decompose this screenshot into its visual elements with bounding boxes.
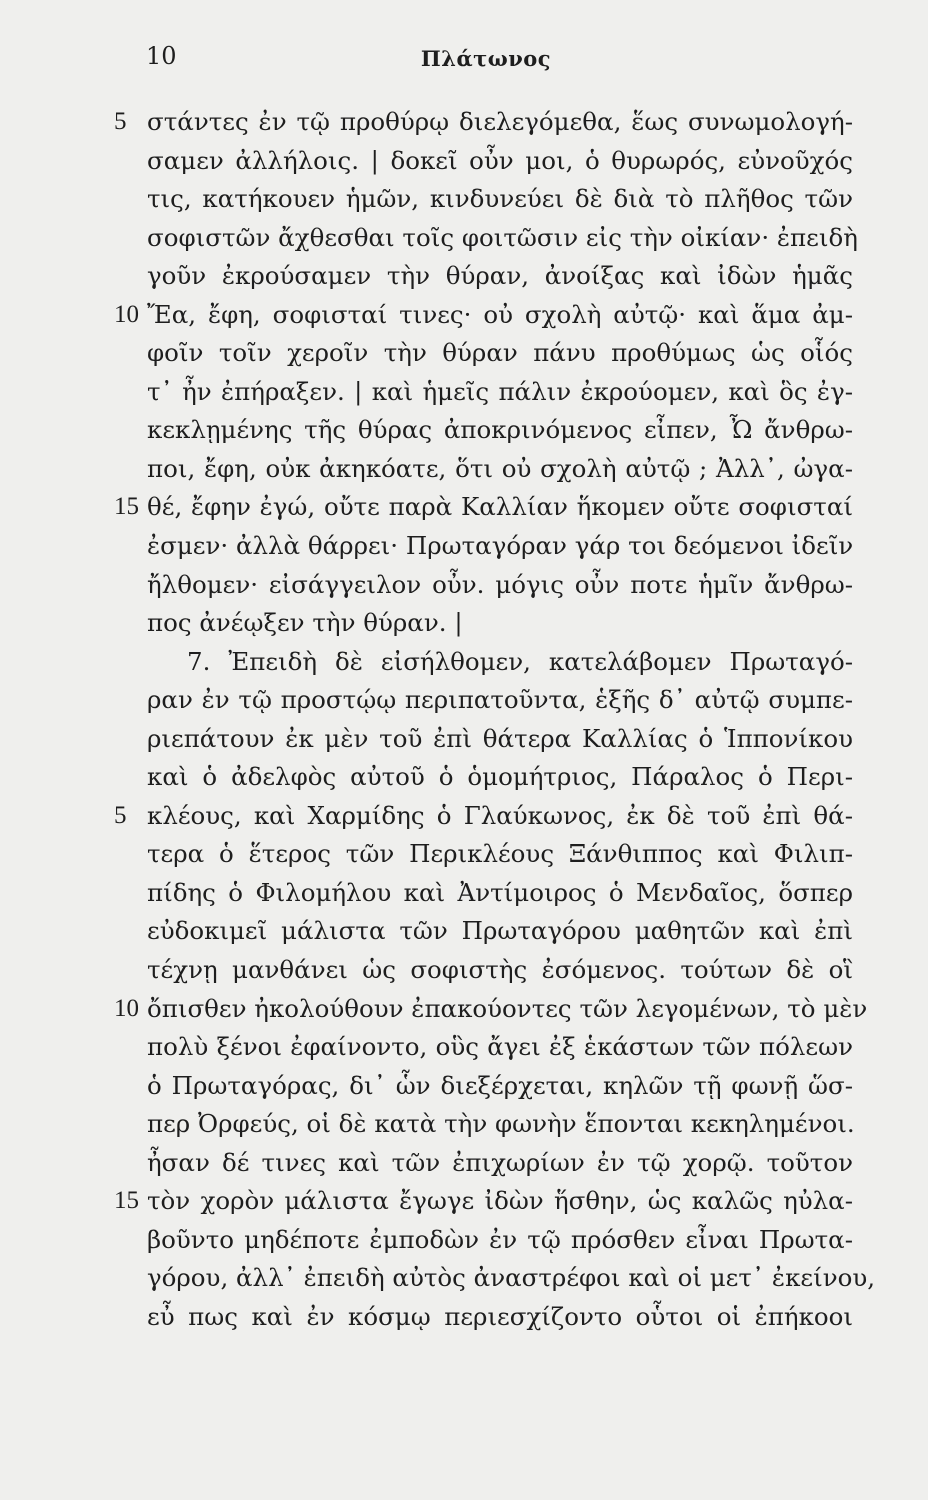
line-text: ριεπάτουν ἐκ μὲν τοῦ ἐπὶ θάτερα Καλλίας ὁ Ἱππονίκου bbox=[147, 723, 853, 753]
line-text: ραν ἐν τῷ προστῴῳ περιπατοῦντα, ἑξῆς δ᾽ αὐτῷ συμπε- bbox=[147, 685, 853, 715]
line-text: εὖ πως καὶ ἐν κόσμῳ περιεσχίζοντο οὗτοι οἱ ἐπήκοοι bbox=[147, 1301, 853, 1331]
text-line bbox=[0, 450, 928, 489]
text-line bbox=[0, 334, 928, 373]
line-number: 15 bbox=[114, 493, 139, 521]
text-line bbox=[0, 411, 928, 450]
text-line bbox=[0, 758, 928, 797]
line-number: 10 bbox=[114, 300, 139, 328]
line-text: 7. Ἐπειδὴ δὲ εἰσήλθομεν, κατελάβομεν Πρωταγό- bbox=[187, 646, 853, 676]
page-number: 10 bbox=[146, 42, 177, 70]
line-text: ἐσμεν· ἀλλὰ θάρρει· Πρωταγόραν γάρ τοι δεόμενοι ἰδεῖν bbox=[147, 531, 854, 561]
text-line bbox=[0, 720, 928, 759]
text-line bbox=[0, 1182, 928, 1221]
line-text: τέχνῃ μανθάνει ὡς σοφιστὴς ἐσόμενος. τούτων δὲ οἳ bbox=[147, 955, 853, 985]
line-text: ὁ Πρωταγόρας, δι᾽ ὧν διεξέρχεται, κηλῶν τῇ φωνῇ ὥσ- bbox=[147, 1070, 853, 1100]
line-number: 10 bbox=[114, 994, 139, 1022]
line-text: στάντες ἐν τῷ προθύρῳ διελεγόμεθα, ἕως συνωμολογή- bbox=[147, 107, 853, 136]
text-line bbox=[0, 142, 928, 181]
line-text: σαμεν ἀλλήλοις. | δοκεῖ οὖν μοι, ὁ θυρωρός, εὐνοῦχός bbox=[147, 145, 853, 175]
page-header bbox=[116, 42, 856, 76]
line-text: εὐδοκιμεῖ μάλιστα τῶν Πρωταγόρου μαθητῶν καὶ ἐπὶ bbox=[147, 916, 853, 946]
line-text: Ἔα, ἔφη, σοφισταί τινες· οὐ σχολὴ αὐτῷ· καὶ ἅμα ἀμ- bbox=[147, 299, 853, 329]
line-number: 15 bbox=[114, 1187, 139, 1215]
text-line bbox=[0, 797, 928, 836]
line-text: πολὺ ξένοι ἐφαίνοντο, οὓς ἄγει ἐξ ἑκάστων τῶν πόλεων bbox=[147, 1032, 853, 1062]
greek-text-block bbox=[0, 103, 928, 1337]
line-text: ποι, ἔφη, οὐκ ἀκηκόατε, ὅτι οὐ σχολὴ αὐτῷ ; Ἀλλ᾽, ὠγα- bbox=[147, 453, 853, 483]
text-line bbox=[0, 103, 928, 142]
line-text: τις, κατήκουεν ἡμῶν, κινδυνεύει δὲ διὰ τὸ πλῆθος τῶν bbox=[147, 184, 853, 214]
text-line bbox=[0, 604, 928, 643]
line-text: κεκλῃμένης τῆς θύρας ἀποκρινόμενος εἶπεν, Ὦ ἄνθρω- bbox=[147, 415, 853, 445]
text-line bbox=[0, 1259, 928, 1298]
text-line bbox=[0, 1144, 928, 1183]
text-line bbox=[0, 1067, 928, 1106]
text-line bbox=[0, 874, 928, 913]
line-text: γοῦν ἐκρούσαμεν τὴν θύραν, ἀνοίξας καὶ ἰδὼν ἡμᾶς bbox=[147, 261, 853, 291]
text-line bbox=[0, 1105, 928, 1144]
text-line bbox=[0, 180, 928, 219]
line-text: τὸν χορὸν μάλιστα ἔγωγε ἰδὼν ἥσθην, ὡς καλῶς ηὐλα- bbox=[147, 1186, 853, 1216]
text-line bbox=[0, 990, 928, 1029]
text-line bbox=[0, 1221, 928, 1260]
text-line bbox=[0, 488, 928, 527]
text-line bbox=[0, 681, 928, 720]
text-line bbox=[0, 643, 928, 682]
text-line bbox=[0, 219, 928, 258]
line-text: τερα ὁ ἕτερος τῶν Περικλέους Ξάνθιππος καὶ Φιλιπ- bbox=[147, 839, 853, 869]
line-text: κλέους, καὶ Χαρμίδης ὁ Γλαύκωνος, ἐκ δὲ τοῦ ἐπὶ θά- bbox=[147, 800, 853, 830]
text-line bbox=[0, 1028, 928, 1067]
line-text: γόρου, ἀλλ᾽ ἐπειδὴ αὐτὸς ἀναστρέφοι καὶ οἱ μετ᾽ ἐκείνου, bbox=[147, 1263, 876, 1293]
line-text: ἦσαν δέ τινες καὶ τῶν ἐπιχωρίων ἐν τῷ χορῷ. τοῦτον bbox=[147, 1147, 853, 1177]
line-text: ὄπισθεν ἠκολούθουν ἐπακούοντες τῶν λεγομένων, τὸ μὲν bbox=[147, 993, 868, 1023]
text-line bbox=[0, 373, 928, 412]
text-line bbox=[0, 527, 928, 566]
text-line bbox=[0, 912, 928, 951]
line-text: ἤλθομεν· εἰσάγγειλον οὖν. μόγις οὖν ποτε ἡμῖν ἄνθρω- bbox=[147, 569, 853, 599]
line-number: 5 bbox=[114, 801, 127, 829]
line-text: πος ἀνέῳξεν τὴν θύραν. | bbox=[147, 608, 463, 638]
text-line bbox=[0, 296, 928, 335]
line-text: τ᾽ ἦν ἐπήραξεν. | καὶ ἡμεῖς πάλιν ἐκρούομεν, καὶ ὃς ἐγ- bbox=[147, 376, 853, 406]
running-title: Πλάτωνος bbox=[420, 46, 552, 71]
text-line bbox=[0, 1298, 928, 1337]
line-text: φοῖν τοῖν χεροῖν τὴν θύραν πάνυ προθύμως ὡς οἷός bbox=[147, 338, 853, 368]
text-line bbox=[0, 566, 928, 605]
line-text: θέ, ἔφην ἐγώ, οὔτε παρὰ Καλλίαν ἥκομεν οὔτε σοφισταί bbox=[147, 492, 853, 522]
text-line bbox=[0, 835, 928, 874]
line-text: σοφιστῶν ἄχθεσθαι τοῖς φοιτῶσιν εἰς τὴν οἰκίαν· ἐπειδὴ bbox=[147, 222, 858, 252]
line-text: περ Ὀρφεύς, οἱ δὲ κατὰ τὴν φωνὴν ἕπονται κεκηλημένοι. bbox=[147, 1109, 855, 1139]
text-line bbox=[0, 951, 928, 990]
line-text: καὶ ὁ ἀδελφὸς αὐτοῦ ὁ ὁμομήτριος, Πάραλος ὁ Περι- bbox=[147, 762, 853, 792]
line-text: βοῦντο μηδέποτε ἐμποδὼν ἐν τῷ πρόσθεν εἶναι Πρωτα- bbox=[147, 1224, 853, 1254]
line-number: 5 bbox=[114, 108, 127, 135]
text-line bbox=[0, 257, 928, 296]
line-text: πίδης ὁ Φιλομήλου καὶ Ἀντίμοιρος ὁ Μενδαῖος, ὅσπερ bbox=[147, 877, 853, 907]
